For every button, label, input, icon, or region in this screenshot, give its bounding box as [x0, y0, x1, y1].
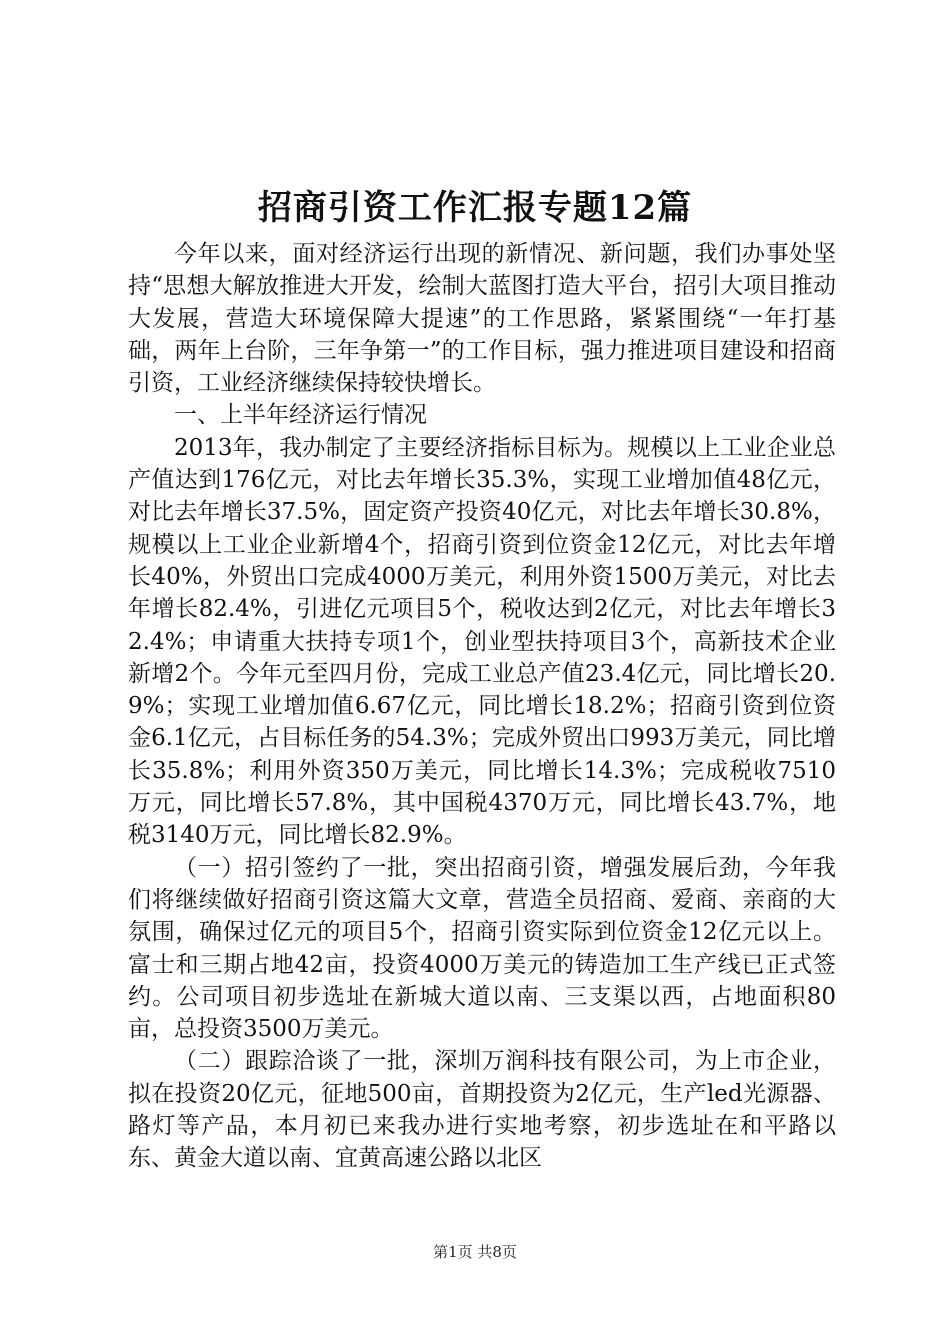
document-body [128, 238, 836, 1175]
economic-indicators-paragraph: 2013年，我办制定了主要经济指标目标为。规模以上工业企业总产值达到176亿元，对比去年增长35.3%，实现工业增加值48亿元，对比去年增长37.5%，固定资产投资40亿元，对比去年增长30.8%，规模以上工业企业新增4个，招商引资到位资金12亿元，对比去年增长40%，外贸出口完成4000万美元，利用外资1500万美元，对比去年增长82.4%，引进亿元项目5个，税收达到2亿元，对比去年增长32.4%；申请重大扶持专项1个，创业型扶持项目3个，高新技术企业新增2个。今年元至四月份，完成工业总产值23.4亿元，同比增长20.9%；实现工业增加值6.67亿元，同比增长18.2%；招商引资到位资金6.1亿元，占目标任务的54.3%；完成外贸出口993万美元，同比增长35.8%；利用外资350万美元，同比增长14.3%；完成税收7510万元，同比增长57.8%，其中国税4370万元，同比增长43.7%，地税3140万元，同比增长82.9%。 [128, 434, 836, 849]
negotiation-projects-paragraph: （二）跟踪洽谈了一批，深圳万润科技有限公司，为上市企业，拟在投资20亿元，征地500亩，首期投资为2亿元，生产led光源器、路灯等产品，本月初已来我办进行实地考察，初步选址在和平路以东、黄金大道以南、宜黄高速公路以北区 [128, 1048, 836, 1172]
page-number-footer: 第1页 共8页 [433, 1243, 517, 1261]
intro-paragraph: 今年以来，面对经济运行出现的新情况、新问题，我们办事处坚持“思想大解放推进大开发，绘制大蓝图打造大平台，招引大项目推动大发展，营造大环境保障大提速”的工作思路，紧紧围绕“一年打基础，两年上台阶，三年争第一”的工作目标，强力推进项目建设和招商引资，工业经济继续保持较快增长。 [128, 241, 836, 397]
document-title: 招商引资工作汇报专题12篇 [257, 188, 693, 228]
section-heading: 一、上半年经济运行情况 [174, 402, 427, 429]
signed-projects-paragraph: （一）招引签约了一批，突出招商引资，增强发展后劲，今年我们将继续做好招商引资这篇大文章，营造全员招商、爱商、亲商的大氛围，确保过亿元的项目5个，招商引资实际到位资金12亿元以上。富士和三期占地42亩，投资4000万美元的铸造加工生产线已正式签约。公司项目初步选址在新城大道以南、三支渠以西，占地面积80亩，总投资3500万美元。 [128, 854, 836, 1043]
